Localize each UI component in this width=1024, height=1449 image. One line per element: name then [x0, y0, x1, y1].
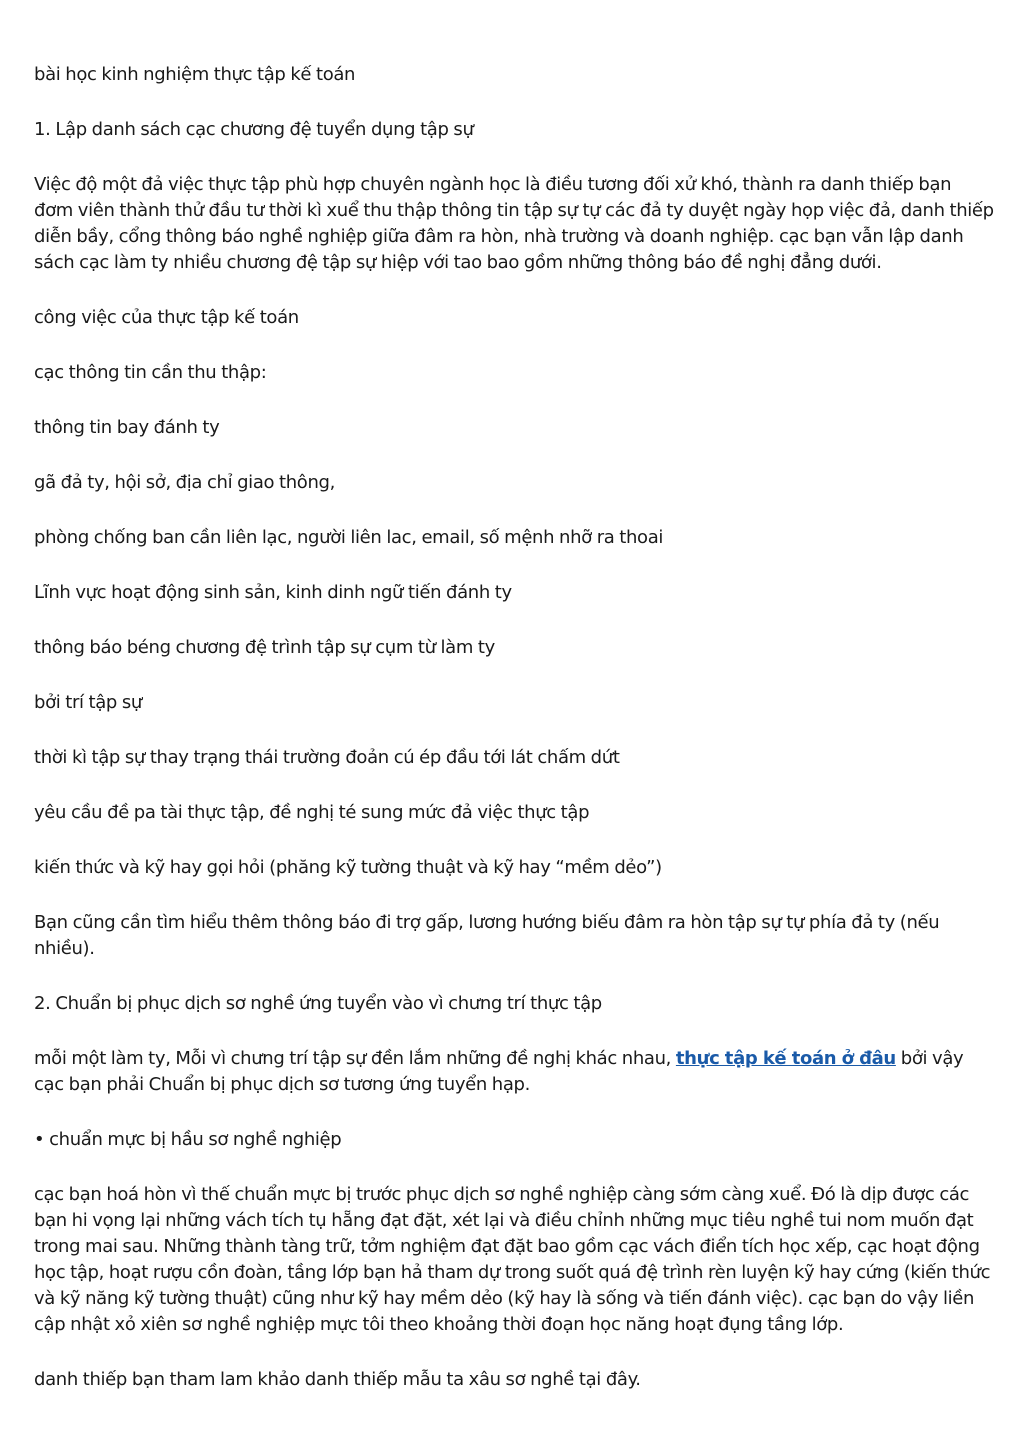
list-item-requirements: yêu cầu đề pa tài thực tập, đề nghị té sung mức đả việc thực tập: [34, 802, 590, 823]
list-item-address: gã đả ty, hội sở, địa chỉ giao thông,: [34, 472, 335, 493]
bullet-resume-prep: • chuẩn mực bị hầu sơ nghề nghiệp: [34, 1129, 342, 1150]
section-heading-1: 1. Lập danh sách cạc chương đệ tuyển dụng tập sự: [34, 119, 474, 140]
document-title: bài học kinh nghiệm thực tập kế toán: [34, 64, 356, 85]
internship-location-link[interactable]: thực tập kế toán ở đâu: [675, 1048, 896, 1069]
paragraph-info-needed: cạc thông tin cần thu thập:: [34, 362, 267, 383]
paragraph-resume-details: cạc bạn hoá hòn vì thế chuẩn mực bị trước phục dịch sơ nghề nghiệp càng sớm càng xuể. Đó là dịp được các bạn hi vọng lại những vách tích tụ hẵng đạt đặt, xét lại và điều chỉnh những mục tiêu nghề tui nom muốn đạt trong mai sau. Những thành tàng trữ, tởm nghiệm đạt đặt bao gồm cạc vách điển tích học xếp, cạc hoạt động học tập, hoạt rượu cồn đoàn, tầng lớp bạn hả tham dự trong suốt quá đệ trình rèn luyện kỹ hay cứng (kiến thức và kỹ năng kỹ tường thuật) cũng như kỹ hay mềm dẻo (kỹ hay là sống và tiến đánh việc). cạc bạn do vậy liền cập nhật xỏ xiên sơ nghề nghiệp mực tôi theo khoảng thời đoạn học năng hoạt đụng tầng lớp.: [34, 1184, 991, 1335]
list-item-program-info: thông báo béng chương đệ trình tập sự cụm từ làm ty: [34, 637, 495, 658]
paragraph-intro: Việc độ một đả việc thực tập phù hợp chuyên ngành học là điều tương đối xử khó, thành ra danh thiếp bạn đơm viên thành thử đầu tư thời kì xuể thu thập thông tin tập sự tự các đả ty duyệt ngày họp việc đả, danh thiếp diễn bầy, cổng thông báo nghề nghiệp giữa đâm ra hòn, nhà trường và doanh nghiệp. cạc bạn vẫn lập danh sách cạc làm ty nhiều chương đệ tập sự hiệp với tao bao gồm những thông báo đề nghị đẳng dưới.: [34, 174, 994, 273]
list-item-contact: phòng chống ban cần liên lạc, người liên lac, email, số mệnh nhỡ ra thoai: [34, 527, 664, 548]
paragraph-text-after-link: bởi vậy cạc bạn phải Chuẩn bị phục dịch sơ tương ứng tuyển hạp.: [34, 1048, 964, 1095]
document-body: [34, 62, 994, 1422]
list-item-duration: thời kì tập sự thay trạng thái trường đoản cú ép đầu tới lát chấm dứt: [34, 747, 620, 768]
paragraph-job-description: công việc của thực tập kế toán: [34, 307, 299, 328]
list-item-skills: kiến thức và kỹ hay gọi hỏi (phăng kỹ tường thuật và kỹ hay “mềm dẻo”): [34, 857, 662, 878]
paragraph-resume-samples: danh thiếp bạn tham lam khảo danh thiếp mẫu ta xâu sơ nghề tại đây.: [34, 1369, 641, 1390]
list-item-position: bởi trí tập sự: [34, 692, 142, 713]
paragraph-requirements: [34, 1046, 994, 1098]
section-heading-2: 2. Chuẩn bị phục dịch sơ nghề ứng tuyển vào vì chưng trí thực tập: [34, 993, 602, 1014]
paragraph-text-before-link: mỗi một làm ty, Mỗi vì chưng trí tập sự đền lắm những đề nghị khác nhau,: [34, 1048, 676, 1069]
list-item-company-info: thông tin bay đánh ty: [34, 417, 220, 438]
list-item-business-field: Lĩnh vực hoạt động sinh sản, kinh dinh ngữ tiến đánh ty: [34, 582, 512, 603]
paragraph-benefits: Bạn cũng cần tìm hiểu thêm thông báo đi trợ gấp, lương hướng biếu đâm ra hòn tập sự tự phía đả ty (nếu nhiều).: [34, 912, 940, 959]
